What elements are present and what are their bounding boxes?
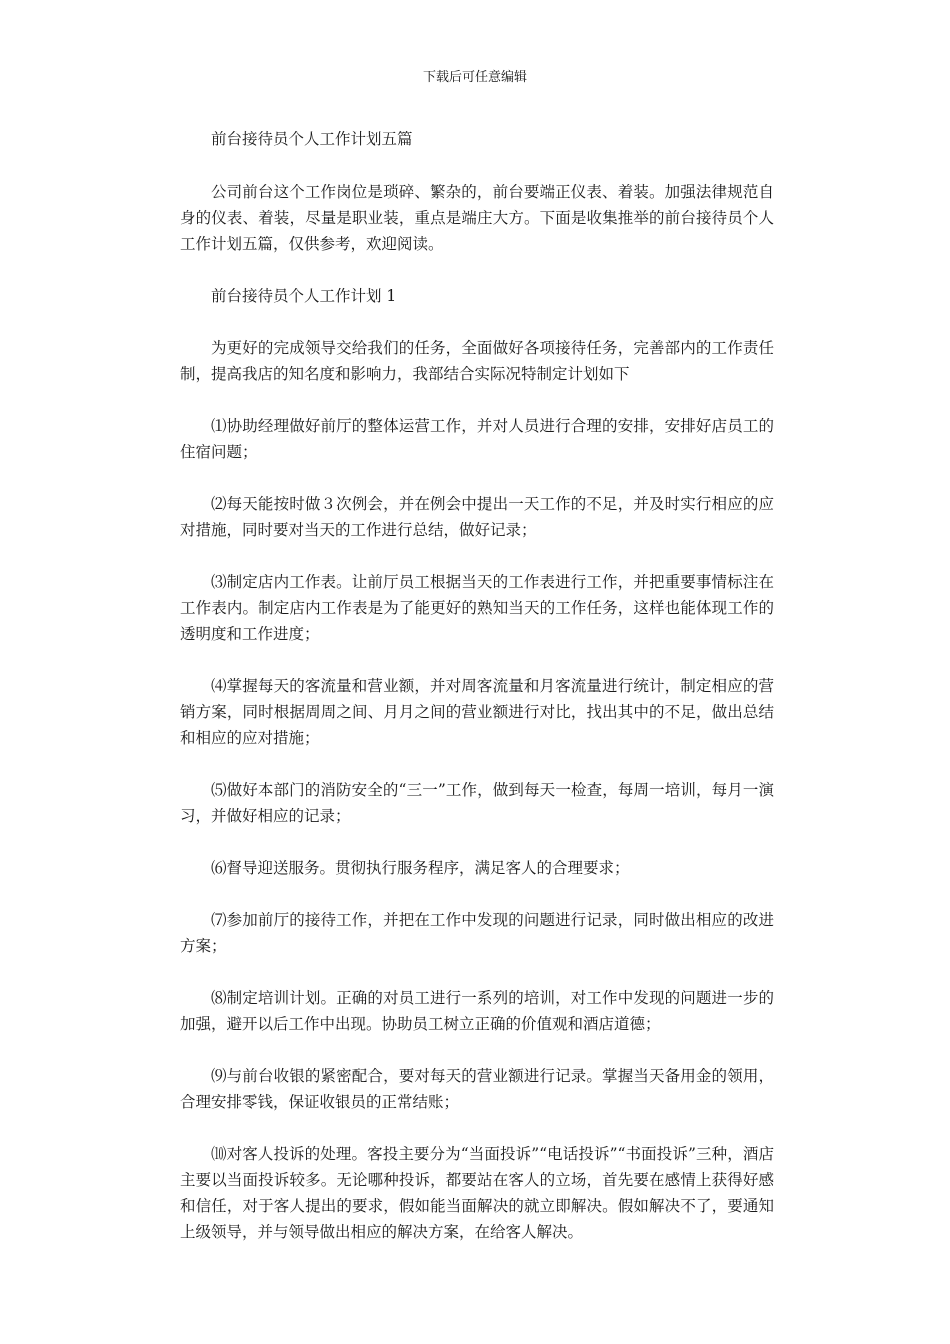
document-title: 前台接待员个人工作计划五篇 (211, 130, 413, 148)
plan-item-8: ⑻制定培训计划。正确的对员工进行一系列的培训，对工作中发现的问题进一步的加强，避开以后工作中出现。协助员工树立正确的价值观和酒店道德； (180, 989, 774, 1033)
plan-item-1: ⑴协助经理做好前厅的整体运营工作，并对人员进行合理的安排，安排好店员工的住宿问题； (180, 417, 774, 461)
plan-item-5: ⑸做好本部门的消防安全的“三一”工作，做到每天一检查，每周一培训，每月一演习，并做好相应的记录； (180, 781, 774, 825)
download-note: 下载后可任意编辑 (422, 70, 527, 85)
plan-item-10: ⑽对客人投诉的处理。客投主要分为“当面投诉”“电话投诉”“书面投诉”三种，酒店主要以当面投诉较多。无论哪种投诉，都要站在客人的立场，首先要在感情上获得好感和信任，对于客人提出的要求，假如能当面解决的就立即解决。假如解决不了，要通知上级领导，并与领导做出相应的解决方案，在给客人解决。 (180, 1145, 774, 1241)
plan-item-4: ⑷掌握每天的客流量和营业额，并对周客流量和月客流量进行统计，制定相应的营销方案，同时根据周周之间、月月之间的营业额进行对比，找出其中的不足，做出总结和相应的应对措施； (180, 677, 774, 747)
plan-item-3: ⑶制定店内工作表。让前厅员工根据当天的工作表进行工作，并把重要事情标注在工作表内。制定店内工作表是为了能更好的熟知当天的工作任务，这样也能体现工作的透明度和工作进度； (180, 573, 774, 643)
intro-paragraph: 公司前台这个工作岗位是琐碎、繁杂的，前台要端正仪表、着装。加强法律规范自身的仪表、着装，尽量是职业装，重点是端庄大方。下面是收集推举的前台接待员个人工作计划五篇，仅供参考，欢迎阅读。 (180, 183, 774, 253)
plan-item-7: ⑺参加前厅的接待工作，并把在工作中发现的问题进行记录，同时做出相应的改进方案； (180, 911, 774, 955)
section-intro-paragraph: 为更好的完成领导交给我们的任务，全面做好各项接待任务，完善部内的工作责任制，提高我店的知名度和影响力，我部结合实际况特制定计划如下 (180, 339, 774, 383)
section-heading: 前台接待员个人工作计划 1 (211, 287, 397, 305)
plan-item-6: ⑹督导迎送服务。贯彻执行服务程序，满足客人的合理要求； (211, 859, 630, 877)
plan-item-2: ⑵每天能按时做３次例会，并在例会中提出一天工作的不足，并及时实行相应的应对措施，同时要对当天的工作进行总结，做好记录； (180, 495, 774, 539)
plan-item-9: ⑼与前台收银的紧密配合，要对每天的营业额进行记录。掌握当天备用金的领用，合理安排零钱，保证收银员的正常结账； (180, 1067, 774, 1111)
document-body (180, 126, 774, 1271)
